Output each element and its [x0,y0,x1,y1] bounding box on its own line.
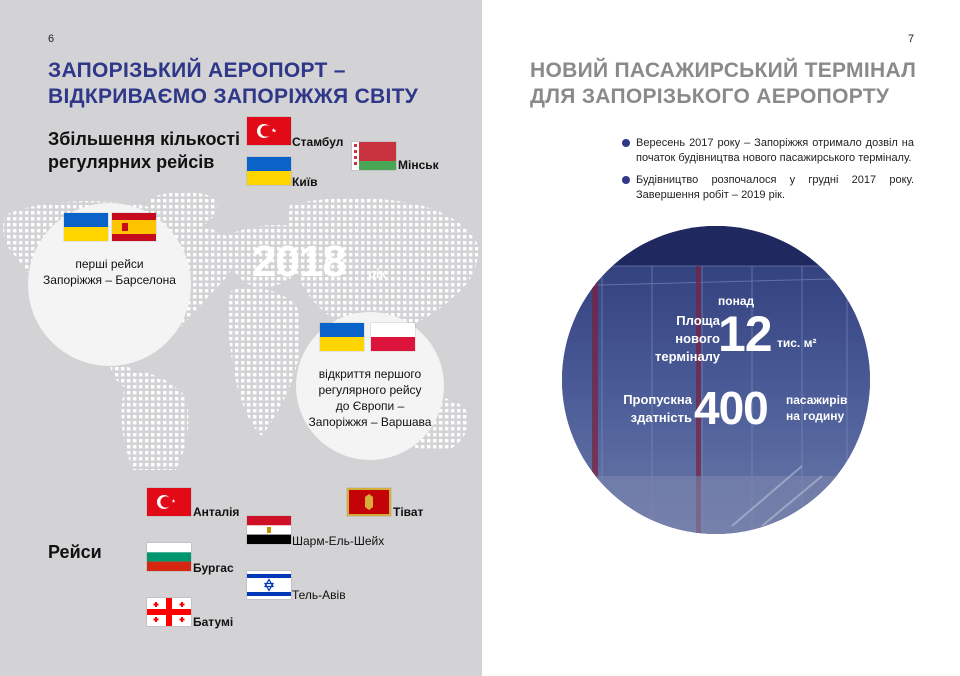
page-title-left [48,58,418,110]
bullet-text: Будівництво розпочалося у грудні 2017 року. Завершення робіт – 2019 рік. [636,174,914,201]
stat-area-label-1: Площа [676,313,720,328]
terminal-construction-photo [562,226,870,534]
title-line-2: ВІДКРИВАЄМО ЗАПОРІЖЖЯ СВІТУ [48,85,419,108]
city-minsk: Мінськ [398,158,439,172]
stat-capacity-value: 400 [694,382,768,434]
circle2-line-2: регулярного рейсу [318,383,422,397]
title-line-1: ЗАПОРІЗЬКИЙ АЕРОПОРТ – [48,59,346,82]
city-tel-aviv: Тель-Авів [292,588,346,602]
flag-spain-icon [112,213,156,241]
circle-warsaw-text [296,366,444,430]
stat-area-label-2: нового [675,331,720,346]
subtitle-line-1: Збільшення кількості [48,129,241,149]
stat-area-label-3: терміналу [655,349,720,364]
flag-montenegro-icon [347,488,391,516]
circle2-line-1: відкриття першого [318,367,422,381]
flag-turkey-icon [247,117,291,145]
page-title-right [530,58,916,110]
stat-capacity-label [602,391,692,427]
stat-capacity-label-1: Пропускна [623,392,692,407]
city-kyiv: Київ [292,175,318,189]
flag-bulgaria-icon [147,543,191,571]
circle2-line-4: Запоріжжя – Варшава [308,415,432,429]
page-number-right: 7 [908,33,915,45]
title-line-2: ДЛЯ ЗАПОРІЗЬКОГО АЕРОПОРТУ [530,85,890,108]
right-page [482,0,960,676]
bullet-dot-icon [622,139,630,147]
section-subtitle [48,128,240,174]
stat-capacity-label-2: здатність [630,410,692,425]
circle1-line-2: Запоріжжя – Барселона [43,273,176,287]
flag-ukraine-icon [64,213,108,241]
flag-egypt-icon [247,516,291,544]
stat-area-label [654,312,720,366]
circle-barcelona-text [28,256,191,288]
stat-capacity-unit [786,392,847,424]
title-line-1: НОВИЙ ПАСАЖИРСЬКИЙ ТЕРМІНАЛ [530,59,917,82]
flights-label: Рейси [48,542,102,562]
stat-capacity-unit-1: пасажирів [786,393,848,407]
year-suffix: рік [368,266,387,281]
flag-ukraine-icon [247,157,291,185]
circle1-line-1: перші рейси [75,257,144,271]
bullet-text: Вересень 2017 року – Запоріжжя отримало дозвіл на початок будівництва нового пасажирського терміналу. [636,137,914,164]
city-burgas: Бургас [193,561,234,575]
page-number-left: 6 [48,33,55,45]
flag-georgia-icon [147,598,191,626]
city-sharm-el-sheikh: Шарм-Ель-Шейх [292,534,385,548]
stat-area-unit: тис. м² [777,336,817,350]
bullet-list [622,136,914,210]
year-2018: 2018 [252,237,346,286]
flag-ukraine-icon [320,323,364,351]
bullet-item [622,173,914,202]
city-istanbul: Стамбул [292,135,344,149]
bullet-dot-icon [622,176,630,184]
city-antalya: Анталія [193,505,240,519]
bullet-item [622,136,914,165]
flag-belarus-icon [352,142,396,170]
city-batumi: Батумі [193,615,234,629]
subtitle-line-2: регулярних рейсів [48,152,215,172]
circle2-line-3: до Європи – [335,399,405,413]
stat-capacity-unit-2: на годину [786,409,845,423]
flag-turkey-icon [147,488,191,516]
flag-poland-icon [371,323,415,351]
flag-israel-icon [247,571,291,599]
stat-area-value: 12 [718,306,772,362]
city-tivat: Тіват [393,505,424,519]
stat-area-prefix: понад [718,294,755,308]
